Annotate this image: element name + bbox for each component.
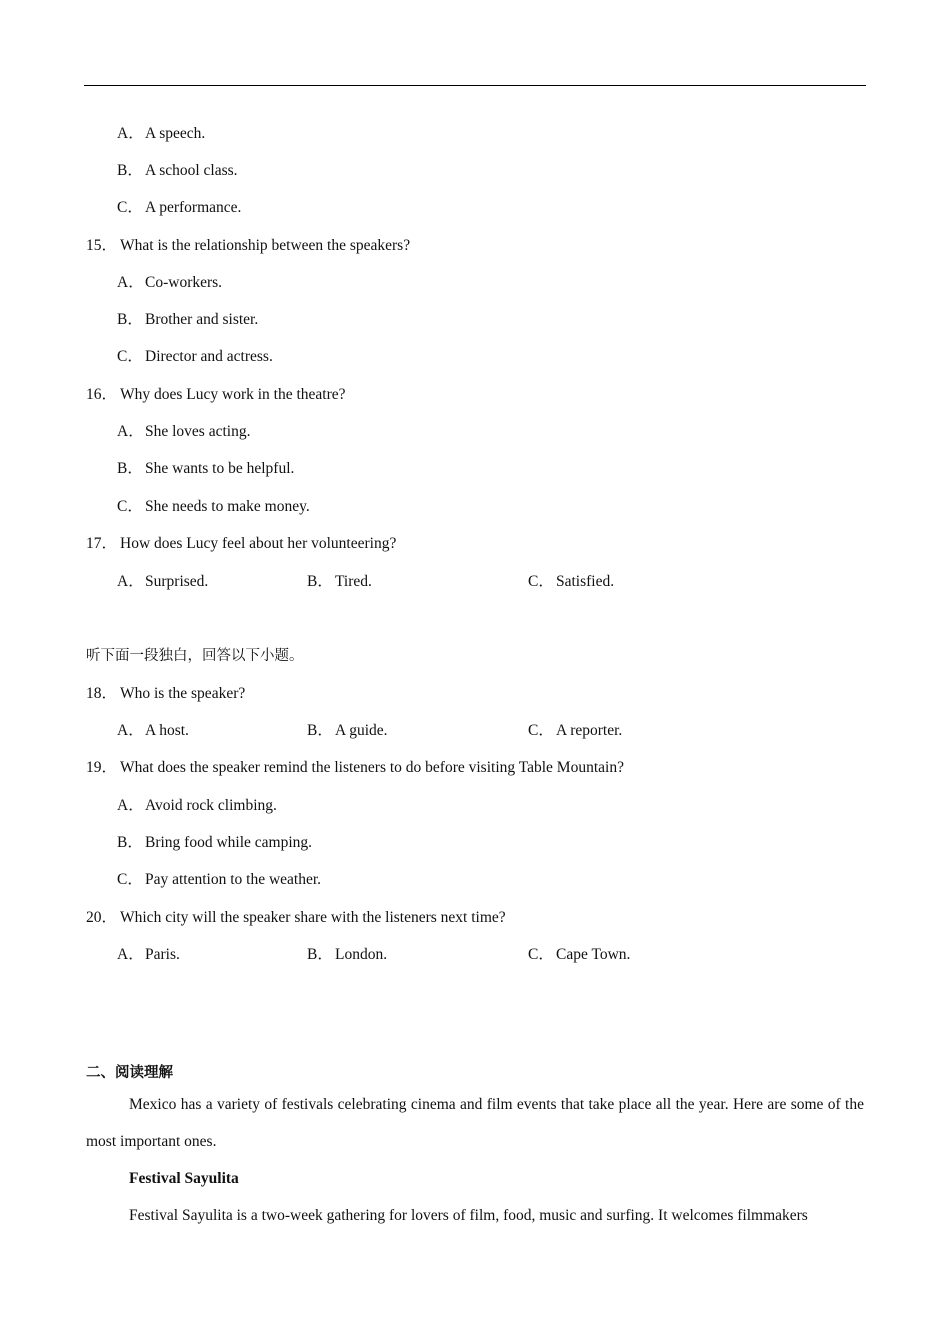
q20-stem: 20． Which city will the speaker share with the listeners next time? (86, 909, 506, 926)
q15-option-b[interactable]: B． Brother and sister. (117, 311, 259, 328)
q15-option-c[interactable]: C． Director and actress. (117, 348, 273, 365)
section-heading: 二、阅读理解 (86, 1065, 173, 1081)
q18-option-b[interactable]: B． A guide. (307, 722, 388, 739)
q17-option-c[interactable]: C． Satisfied. (528, 573, 615, 590)
q16-option-a[interactable]: A．She loves acting. (117, 423, 251, 440)
q20-option-c[interactable]: C． Cape Town. (528, 946, 631, 963)
q14-option-a[interactable]: A．A speech. (117, 125, 206, 142)
reading-paragraph: Festival Sayulita is a two-week gathering for lovers of film, food, music and surfing. It welcomes filmmakers (129, 1207, 808, 1224)
q17-option-b[interactable]: B． Tired. (307, 573, 372, 590)
q15-option-a[interactable]: A．Co-workers. (117, 274, 223, 291)
q19-option-b[interactable]: B． Bring food while camping. (117, 834, 313, 851)
q14-option-c[interactable]: C． A performance. (117, 199, 242, 216)
q19-option-c[interactable]: C． Pay attention to the weather. (117, 871, 322, 888)
q18-option-c[interactable]: C． A reporter. (528, 722, 623, 739)
monologue-instruction: 听下面一段独白，回答以下小题。 (86, 648, 304, 664)
q14-option-b[interactable]: B． A school class. (117, 162, 238, 179)
q17-option-a[interactable]: A．Surprised. (117, 573, 209, 590)
q17-stem: 17． How does Lucy feel about her volunteering? (86, 535, 397, 552)
q19-option-a[interactable]: A．Avoid rock climbing. (117, 797, 277, 814)
q15-stem: 15． What is the relationship between the speakers? (86, 237, 411, 254)
q18-stem: 18． Who is the speaker? (86, 685, 246, 702)
reading-subheading: Festival Sayulita (129, 1170, 239, 1187)
q16-option-c[interactable]: C． She needs to make money. (117, 498, 310, 515)
header-rule (84, 85, 866, 86)
q19-stem: 19． What does the speaker remind the listeners to do before visiting Table Mountain? (86, 759, 624, 776)
q16-option-b[interactable]: B． She wants to be helpful. (117, 460, 295, 477)
reading-intro: Mexico has a variety of festivals celebrating cinema and film events that take place all the year. Here are some of the most important ones. (86, 1096, 864, 1150)
q20-option-a[interactable]: A．Paris. (117, 946, 180, 963)
q16-stem: 16． Why does Lucy work in the theatre? (86, 386, 346, 403)
q18-option-a[interactable]: A．A host. (117, 722, 189, 739)
q20-option-b[interactable]: B． London. (307, 946, 388, 963)
